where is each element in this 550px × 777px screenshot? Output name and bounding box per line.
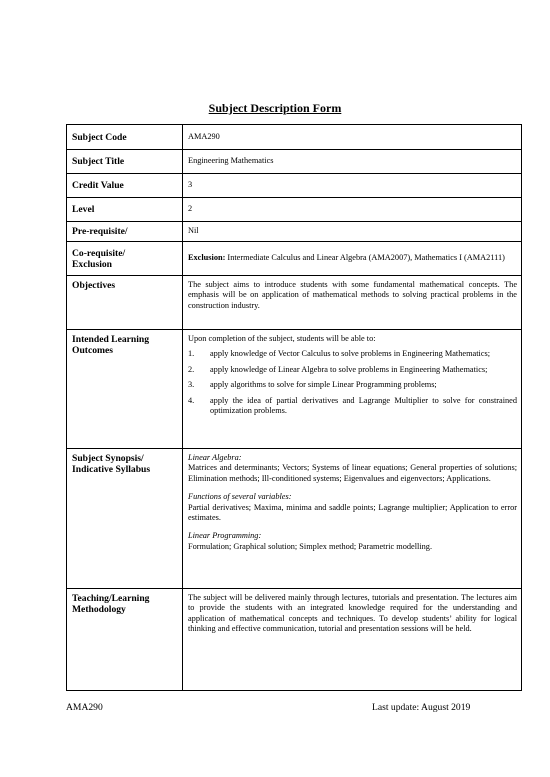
exclusion-heading: Exclusion: <box>188 253 226 263</box>
list-item <box>188 396 517 417</box>
ilo-intro: Upon completion of the subject, students will be able to: <box>188 334 376 343</box>
value-objectives: The subject aims to introduce students with some fundamental mathematical concepts. The emphasis will be on application of mathematical methods to solving practical problems in the construction industry. <box>183 276 522 330</box>
label-level: Level <box>67 198 183 222</box>
value-teaching-methodology: The subject will be delivered mainly through lectures, tutorials and presentation. The lectures aim to provide the students with an integrated knowledge required for the understanding and application of mathematical concepts and techniques. To develop students’ ability for logical thinking and effective communication, tutorial and presentation sessions will be held. <box>183 589 522 691</box>
value-subject-synopsis <box>183 449 522 589</box>
label-credit-value: Credit Value <box>67 174 183 198</box>
row-corequisite-exclusion <box>67 242 522 276</box>
label-exclusion: Exclusion <box>72 258 112 270</box>
row-subject-synopsis <box>67 449 522 589</box>
list-item-text: apply knowledge of Linear Algebra to solve problems in Engineering Mathematics; <box>210 364 488 374</box>
value-subject-code: AMA290 <box>183 125 522 150</box>
label-teaching-methodology: Teaching/Learning Methodology <box>67 589 183 691</box>
list-item <box>188 349 517 359</box>
synopsis-block-linear-programming <box>188 531 517 552</box>
ilo-list <box>188 349 517 416</box>
label-corequisite: Co-requisite/ <box>72 247 126 259</box>
synopsis-heading: Linear Algebra: <box>188 453 242 462</box>
list-item-number: 4. <box>188 395 195 405</box>
label-subject-synopsis: Subject Synopsis/ Indicative Syllabus <box>67 449 183 589</box>
list-item-text: apply the idea of partial derivatives and Lagrange Multiplier to solve for constrained optimization problems. <box>210 395 517 416</box>
row-prerequisite <box>67 222 522 242</box>
row-credit-value <box>67 174 522 198</box>
exclusion-text: Intermediate Calculus and Linear Algebra (AMA2007), Mathematics I (AMA2111) <box>225 253 505 263</box>
list-item <box>188 380 517 390</box>
row-subject-code <box>67 125 522 150</box>
value-subject-title: Engineering Mathematics <box>183 150 522 174</box>
subject-description-table <box>66 124 522 691</box>
label-corequisite-exclusion <box>67 242 183 276</box>
row-level <box>67 198 522 222</box>
list-item-number: 3. <box>188 380 195 390</box>
synopsis-text: Matrices and determinants; Vectors; Systems of linear equations; General properties of solutions; Elimination methods; Ill-conditioned systems; Eigenvalues and eigenvectors; Applications. <box>188 463 517 483</box>
row-teaching-methodology <box>67 589 522 691</box>
footer-subject-code: AMA290 <box>66 702 103 713</box>
page-title: Subject Description Form <box>208 101 342 115</box>
list-item <box>188 365 517 375</box>
synopsis-block-several-variables <box>188 492 517 523</box>
synopsis-block-linear-algebra <box>188 453 517 484</box>
synopsis-text: Partial derivatives; Maxima, minima and saddle points; Lagrange multiplier; Application to error estimates. <box>188 502 517 523</box>
list-item-text: apply algorithms to solve for simple Linear Programming problems; <box>210 380 437 390</box>
row-intended-learning-outcomes <box>67 330 522 449</box>
footer-last-update: Last update: August 2019 <box>372 702 471 713</box>
list-item-text: apply knowledge of Vector Calculus to solve problems in Engineering Mathematics; <box>210 349 491 359</box>
value-credit-value: 3 <box>183 174 522 198</box>
label-intended-learning-outcomes: Intended Learning Outcomes <box>67 330 183 449</box>
list-item-number: 2. <box>188 364 195 374</box>
synopsis-heading: Functions of several variables: <box>188 492 292 502</box>
label-prerequisite: Pre-requisite/ <box>67 222 183 242</box>
value-intended-learning-outcomes <box>183 330 522 449</box>
value-prerequisite: Nil <box>183 222 522 242</box>
synopsis-heading: Linear Programming: <box>188 531 262 541</box>
label-subject-title: Subject Title <box>67 150 183 174</box>
list-item-number: 1. <box>188 349 195 359</box>
label-subject-code: Subject Code <box>67 125 183 150</box>
synopsis-text: Formulation; Graphical solution; Simplex method; Parametric modelling. <box>188 541 433 551</box>
value-corequisite-exclusion <box>183 242 522 276</box>
row-subject-title <box>67 150 522 174</box>
value-level: 2 <box>183 198 522 222</box>
label-objectives: Objectives <box>67 276 183 330</box>
row-objectives <box>67 276 522 330</box>
